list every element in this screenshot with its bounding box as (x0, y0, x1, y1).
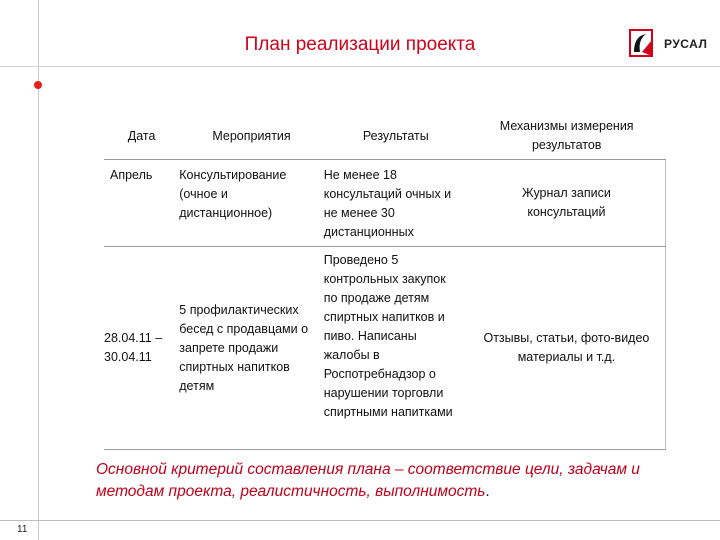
header-activities: Мероприятия (179, 113, 323, 160)
cell-measure: Отзывы, статьи, фото-видео материалы и т.д. (468, 247, 666, 450)
slide-title: План реализации проекта (244, 34, 476, 55)
cell-result: Проведено 5 контрольных закупок по продаже детям спиртных напитков и пиво. Написаны жалобы в Роспотребнадзор о нарушении торговли спиртными напитками (324, 247, 468, 450)
project-plan-table (104, 113, 666, 450)
table-header-row (104, 113, 666, 160)
table-row (104, 160, 666, 247)
footer-period: . (485, 483, 490, 500)
logo-text: РУСАЛ (664, 37, 708, 51)
footer-text: Основной критерий составления плана – соответствие цели, задачам и методам проекта, реалистичность, выполнимость (96, 461, 640, 500)
page-number: 11 (17, 524, 28, 535)
table-row (104, 247, 666, 450)
cell-measure: Журнал записи консультаций (468, 160, 666, 247)
footer-criteria-note (96, 459, 696, 503)
header-measures: Механизмы измерения результатов (468, 113, 666, 160)
footer-divider (0, 520, 720, 521)
header-divider (0, 66, 720, 67)
header-results: Результаты (324, 113, 468, 160)
cell-date: Апрель (104, 160, 179, 247)
cell-result: Не менее 18 консультаций очных и не менее 30 дистанционных (324, 160, 468, 247)
header-date: Дата (104, 113, 179, 160)
cell-activity: Консультирование (очное и дистанционное) (179, 160, 323, 247)
cell-activity: 5 профилактических бесед с продавцами о запрете продажи спиртных напитков детям (179, 247, 323, 450)
red-bullet-dot (34, 81, 42, 89)
cell-date: 28.04.11 – 30.04.11 (104, 247, 179, 450)
